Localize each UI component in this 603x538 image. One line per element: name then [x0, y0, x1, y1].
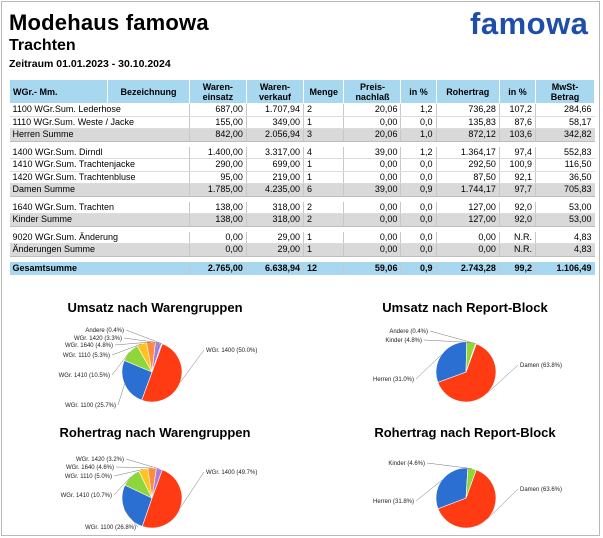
cell-pct2: 92,1	[499, 171, 535, 184]
cell-einsatz: 1.785,00	[189, 184, 246, 197]
cell-verkauf: 318,00	[246, 214, 303, 227]
cell-verkauf: 3.317,00	[246, 147, 303, 159]
chart-title-umsatz-warengruppen: Umsatz nach Warengruppen	[67, 300, 243, 315]
cell-mwst: 53,00	[536, 214, 595, 227]
cell-einsatz: 687,00	[189, 104, 246, 117]
cell-pct1: 1,0	[401, 129, 436, 142]
cell-pct2: 99,2	[499, 262, 535, 275]
cell-mwst: 284,66	[536, 104, 595, 117]
column-header: Waren- einsatz	[189, 80, 246, 104]
cell-einsatz: 842,00	[189, 129, 246, 142]
pie-slice-label: WGr. 1400 (49.7%)	[206, 470, 258, 476]
column-header: Preis- nachlaß	[344, 80, 401, 104]
cell-einsatz: 0,00	[189, 232, 246, 244]
cell-pct1: 0,0	[401, 214, 436, 227]
cell-pct1: 0,0	[401, 244, 436, 257]
column-header: WGr.- Mm.	[10, 80, 108, 104]
cell-einsatz: 2.765,00	[189, 262, 246, 275]
row-label: Herren Summe	[10, 129, 190, 142]
row-label: Damen Summe	[10, 184, 190, 197]
column-header: in %	[499, 80, 535, 104]
cell-mwst: 1.106,49	[536, 262, 595, 275]
cell-menge: 3	[304, 129, 344, 142]
row-label: 1400 WGr.Sum. Dirndl	[10, 147, 190, 159]
column-header: in %	[401, 80, 436, 104]
pie-leader-line	[430, 331, 476, 344]
cell-verkauf: 1.707,94	[246, 104, 303, 117]
pie-leader-line	[180, 472, 204, 508]
cell-verkauf: 219,00	[246, 171, 303, 184]
row-label: 1410 WGr.Sum. Trachtenjacke	[10, 159, 190, 172]
cell-einsatz: 138,00	[189, 202, 246, 214]
column-header: Bezeichnung	[108, 80, 190, 104]
cell-pct1: 0,9	[401, 184, 436, 197]
cell-mwst: 4,83	[536, 232, 595, 244]
cell-rohertrag: 127,00	[436, 214, 499, 227]
cell-mwst: 705,83	[536, 184, 595, 197]
row-label: Gesamtsumme	[10, 262, 190, 275]
cell-nachlass: 0,00	[344, 244, 401, 257]
chart-title-rohertrag-report-block: Rohertrag nach Report-Block	[374, 425, 556, 440]
pie-slice-label: WGr. 1100 (25.7%)	[65, 403, 116, 409]
cell-mwst: 552,83	[536, 147, 595, 159]
cell-verkauf: 29,00	[246, 244, 303, 257]
cell-verkauf: 6.638,94	[246, 262, 303, 275]
cell-menge: 1	[304, 171, 344, 184]
report-title: Modehaus famowa	[9, 10, 209, 35]
pie-slice-label: Damen (63.8%)	[520, 363, 563, 369]
cell-verkauf: 349,00	[246, 116, 303, 129]
cell-menge: 2	[304, 214, 344, 227]
cell-menge: 1	[304, 232, 344, 244]
cell-einsatz: 1.400,00	[189, 147, 246, 159]
pie-leader-line	[118, 384, 125, 405]
cell-mwst: 53,00	[536, 202, 595, 214]
pie-slice-label: WGr. 1110 (5.3%)	[62, 353, 110, 359]
cell-pct2: 92,0	[499, 214, 535, 227]
cell-einsatz: 0,00	[189, 244, 246, 257]
column-header: Menge	[304, 80, 344, 104]
cell-pct1: 0,0	[401, 116, 436, 129]
cell-nachlass: 59,06	[344, 262, 401, 275]
pie-slice-label: WGr. 1410 (10.7%)	[60, 493, 112, 499]
cell-rohertrag: 87,50	[436, 171, 499, 184]
cell-menge: 2	[304, 104, 344, 117]
cell-menge: 4	[304, 147, 344, 159]
cell-nachlass: 0,00	[344, 116, 401, 129]
cell-nachlass: 39,00	[344, 147, 401, 159]
pie-leader-line	[126, 330, 162, 344]
pie-slice-label: WGr. 1420 (3.3%)	[73, 336, 122, 342]
cell-verkauf: 2.056,94	[246, 129, 303, 142]
cell-pct2: 92,0	[499, 202, 535, 214]
cell-verkauf: 318,00	[246, 202, 303, 214]
cell-pct1: 0,0	[401, 232, 436, 244]
cell-mwst: 36,50	[536, 171, 595, 184]
row-label: 1420 WGr.Sum. Trachtenbluse	[10, 171, 190, 184]
report-period: Zeitraum 01.01.2023 - 30.10.2024	[9, 58, 171, 70]
cell-pct2: 103,6	[499, 129, 535, 142]
cell-rohertrag: 1.744,17	[436, 184, 499, 197]
row-label: 1100 WGr.Sum. Lederhose	[10, 104, 190, 117]
cell-rohertrag: 135,83	[436, 116, 499, 129]
cell-einsatz: 155,00	[189, 116, 246, 129]
cell-verkauf: 4.235,00	[246, 184, 303, 197]
pie-slice-label: Damen (63.6%)	[520, 487, 563, 493]
pie-slice-label: Kinder (4.6%)	[388, 461, 425, 467]
cell-nachlass: 20,06	[344, 129, 401, 142]
pie-slice-label: Andere (0.4%)	[85, 328, 124, 334]
cell-rohertrag: 127,00	[436, 202, 499, 214]
cell-menge: 2	[304, 202, 344, 214]
pie-slice-label: WGr. 1640 (4.8%)	[64, 343, 113, 349]
cell-nachlass: 0,00	[344, 202, 401, 214]
row-label: 1640 WGr.Sum. Trachten	[10, 202, 190, 214]
cell-nachlass: 0,00	[344, 214, 401, 227]
cell-nachlass: 0,00	[344, 171, 401, 184]
cell-rohertrag: 2.743,28	[436, 262, 499, 275]
cell-pct1: 1,2	[401, 104, 436, 117]
cell-pct2: 100,9	[499, 159, 535, 172]
cell-verkauf: 699,00	[246, 159, 303, 172]
cell-pct2: N.R.	[499, 244, 535, 257]
row-label: 1110 WGr.Sum. Weste / Jacke	[10, 116, 190, 129]
pie-slice-label: WGr. 1100 (26.8%)	[85, 525, 136, 531]
cell-rohertrag: 872,12	[436, 129, 499, 142]
row-label: Kinder Summe	[10, 214, 190, 227]
cell-pct1: 0,0	[401, 171, 436, 184]
pie-slice-label: WGr. 1420 (3.2%)	[75, 457, 124, 463]
chart-title-umsatz-report-block: Umsatz nach Report-Block	[382, 300, 548, 315]
cell-nachlass: 20,06	[344, 104, 401, 117]
cell-mwst: 116,50	[536, 159, 595, 172]
pie-leader-line	[427, 463, 472, 469]
cell-nachlass: 39,00	[344, 184, 401, 197]
cell-pct2: 107,2	[499, 104, 535, 117]
cell-einsatz: 290,00	[189, 159, 246, 172]
pie-slice-label: WGr. 1400 (50.0%)	[206, 348, 258, 354]
cell-mwst: 342,82	[536, 129, 595, 142]
cell-verkauf: 29,00	[246, 232, 303, 244]
cell-pct1: 0,0	[401, 202, 436, 214]
cell-pct1: 1,2	[401, 147, 436, 159]
pie-slice-label: WGr. 1410 (10.5%)	[58, 373, 110, 379]
column-header: Rohertrag	[436, 80, 499, 104]
cell-mwst: 58,17	[536, 116, 595, 129]
cell-mwst: 4,83	[536, 244, 595, 257]
cell-einsatz: 138,00	[189, 214, 246, 227]
cell-pct1: 0,0	[401, 159, 436, 172]
cell-pct2: 97,4	[499, 147, 535, 159]
pie-slice-label: Herren (31.8%)	[372, 499, 414, 505]
cell-menge: 6	[304, 184, 344, 197]
report-subtitle: Trachten	[9, 37, 76, 54]
cell-menge: 1	[304, 244, 344, 257]
pie-slice-label: Kinder (4.8%)	[385, 338, 422, 344]
cell-rohertrag: 1.364,17	[436, 147, 499, 159]
row-label: 9020 WGr.Sum. Änderung	[10, 232, 190, 244]
cell-rohertrag: 0,00	[436, 232, 499, 244]
cell-nachlass: 0,00	[344, 159, 401, 172]
pie-slice-label: WGr. 1110 (5.0%)	[64, 474, 112, 480]
cell-pct2: 97,7	[499, 184, 535, 197]
pie-leader-line	[180, 350, 204, 382]
cell-nachlass: 0,00	[344, 232, 401, 244]
cell-einsatz: 95,00	[189, 171, 246, 184]
cell-menge: 12	[304, 262, 344, 275]
cell-pct2: N.R.	[499, 232, 535, 244]
pie-slice-label: WGr. 1640 (4.6%)	[65, 465, 114, 471]
column-header: MwSt- Betrag	[536, 80, 595, 104]
pie-leader-line	[116, 467, 152, 468]
column-header: Waren- verkauf	[246, 80, 303, 104]
cell-pct2: 87,6	[499, 116, 535, 129]
pie-slice-label: Andere (0.4%)	[389, 329, 428, 335]
row-label: Änderungen Summe	[10, 244, 190, 257]
cell-pct1: 0,9	[401, 262, 436, 275]
chart-title-rohertrag-warengruppen: Rohertrag nach Warengruppen	[59, 425, 251, 440]
cell-rohertrag: 292,50	[436, 159, 499, 172]
cell-rohertrag: 0,00	[436, 244, 499, 257]
pie-slice-label: Herren (31.0%)	[372, 377, 414, 383]
cell-menge: 1	[304, 116, 344, 129]
cell-menge: 1	[304, 159, 344, 172]
cell-rohertrag: 736,28	[436, 104, 499, 117]
famowa-logo: famowa	[470, 6, 589, 41]
